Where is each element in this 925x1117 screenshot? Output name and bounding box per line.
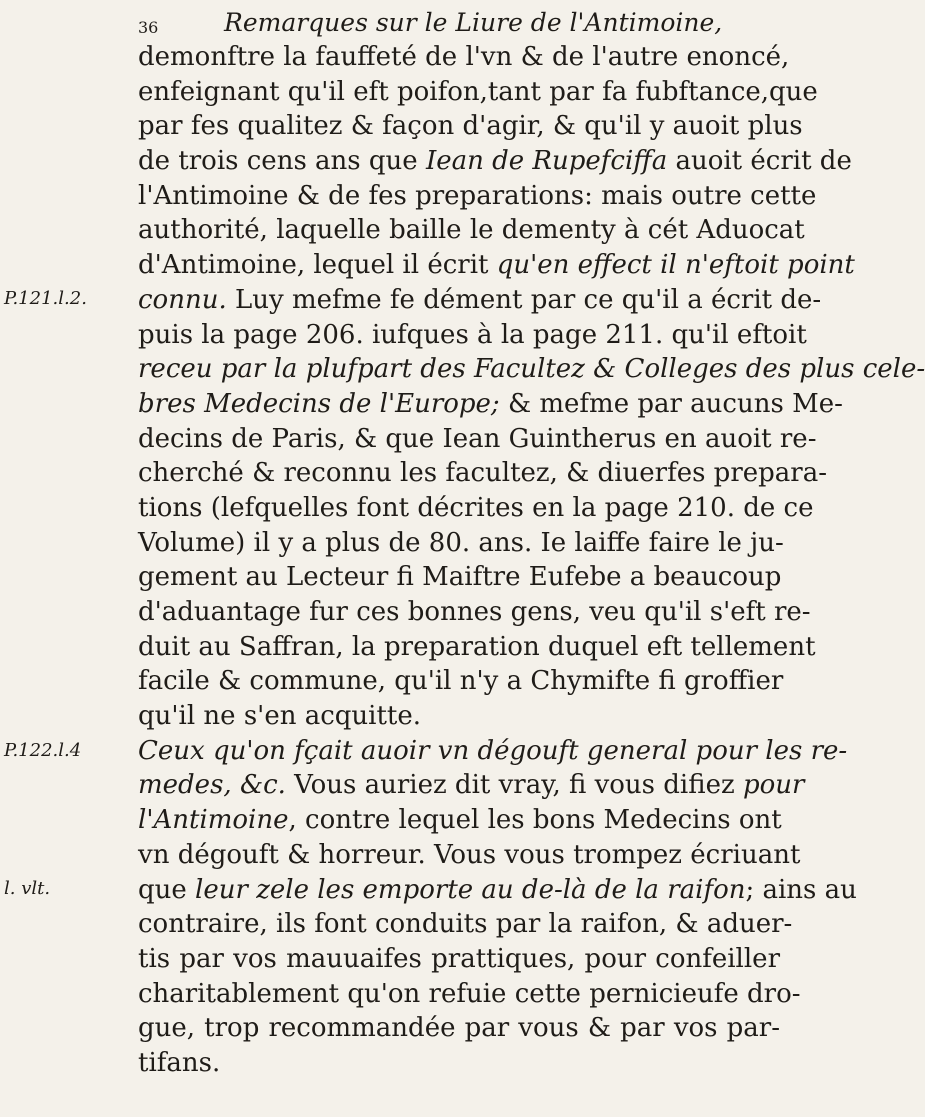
text-line (138, 283, 822, 318)
text-line (138, 977, 801, 1012)
text-line (138, 873, 857, 908)
body-text (138, 40, 925, 1081)
text-run: Vous auriez dit vray, fi vous difiez (285, 770, 743, 801)
italic-text: leur zele les emporte au de-là de la raifon (195, 874, 746, 905)
text-run: authorité, laquelle baille le dementy à cét Aduocat (138, 215, 805, 246)
text-line (138, 179, 817, 214)
text-line (138, 768, 805, 803)
text-line (138, 1046, 780, 1081)
text-run: que (138, 874, 196, 905)
text-run: charitablement qu'on refuie cette pernicieufe dro- (138, 978, 801, 1009)
text-run: tis par vos mauuaifes prattiques, pour confeiller (138, 943, 780, 974)
margin-note: l. vlt. (4, 878, 51, 899)
text-run: , contre lequel les bons Medecins ont (288, 805, 782, 836)
text-run: d'Antimoine, lequel il écrit (138, 250, 497, 281)
text-line (138, 213, 805, 248)
text-run: duit au Saffran, la preparation duquel eft tellement (138, 631, 816, 662)
text-run: par fes qualitez & façon d'agir, & qu'il y auoit plus (138, 111, 803, 142)
text-line (138, 75, 818, 110)
margin-note: P.122.l.4 (4, 740, 82, 761)
text-line (138, 456, 827, 491)
text-run: tifans. (138, 1047, 221, 1078)
text-line (138, 803, 780, 838)
text-line (138, 422, 817, 457)
text-run: gue, trop recommandée par vous & par vos par- (138, 1013, 780, 1044)
text-run: & mefme par aucuns Me- (499, 388, 843, 419)
text-line (138, 144, 852, 179)
page-number: 36 (138, 18, 159, 37)
italic-text: bres Medecins de l'Europe; (138, 388, 500, 419)
text-run: l'Antimoine & de fes preparations: mais outre cette (138, 180, 817, 211)
text-run: qu'il ne s'en acquitte. (138, 701, 422, 732)
text-line (138, 907, 793, 942)
text-line (138, 387, 843, 422)
italic-text: qu'en effect il n'eftoit point (496, 250, 855, 281)
text-line (138, 109, 803, 144)
text-run: facile & commune, qu'il n'y a Chymifte fi groffier (138, 666, 784, 697)
text-line (138, 630, 816, 665)
italic-text: connu. (138, 284, 227, 315)
text-line (138, 40, 790, 75)
text-run: puis la page 206. iufques à la page 211. qu'il eftoit (138, 319, 807, 350)
running-title: Remarques sur le Liure de l'Antimoine, (224, 8, 723, 37)
text-run: ; ains au (745, 874, 857, 905)
italic-text: l'Antimoine (138, 805, 289, 836)
text-line (138, 664, 784, 699)
italic-text: Iean de Rupefciffa (425, 146, 668, 177)
text-line (138, 1011, 780, 1046)
text-line (138, 248, 855, 283)
text-run: Luy mefme fe dément par ce qu'il a écrit de- (226, 284, 822, 315)
text-line (138, 942, 780, 977)
text-line (138, 734, 848, 769)
text-line (138, 318, 807, 353)
text-run: decins de Paris, & que Iean Guintherus en auoit re- (138, 423, 817, 454)
text-run: tions (lefquelles font décrites en la page 210. de ce (138, 492, 814, 523)
text-line (138, 560, 780, 595)
text-run: demonftre la fauffeté de l'vn & de l'autre enoncé, (138, 42, 790, 72)
text-run: d'aduantage fur ces bonnes gens, veu qu'il s'eft re- (138, 597, 811, 627)
text-line (138, 838, 801, 873)
italic-text: receu par la plufpart des Facultez & Colleges des plus cele- (138, 354, 925, 385)
italic-text: Ceux qu'on fçait auoir vn dégouft general pour les re- (138, 735, 848, 766)
text-line (138, 699, 780, 734)
margin-note: P.121.l.2. (4, 288, 87, 309)
text-line (138, 526, 784, 561)
text-line (138, 595, 811, 630)
text-run: de trois cens ans que (138, 146, 426, 177)
text-run: Volume) il y a plus de 80. ans. Ie laiffe faire le ju- (138, 527, 784, 558)
text-run: contraire, ils font conduits par la raifon, & aduer- (138, 909, 793, 940)
text-line (138, 352, 925, 387)
italic-text: medes, &c. (138, 770, 286, 801)
text-run: vn dégouft & horreur. Vous vous trompez écriuant (138, 839, 801, 870)
text-run: gement au Lecteur fi Maiftre Eufebe a beaucoup (138, 562, 782, 593)
text-run: auoit écrit de (667, 146, 852, 177)
italic-text: pour (742, 770, 805, 801)
text-run: cherché & reconnu les facultez, & diuerfes prepara- (138, 458, 827, 489)
text-run: enfeignant qu'il eft poifon,tant par fa fubftance,que (138, 76, 818, 107)
text-line (138, 491, 814, 526)
